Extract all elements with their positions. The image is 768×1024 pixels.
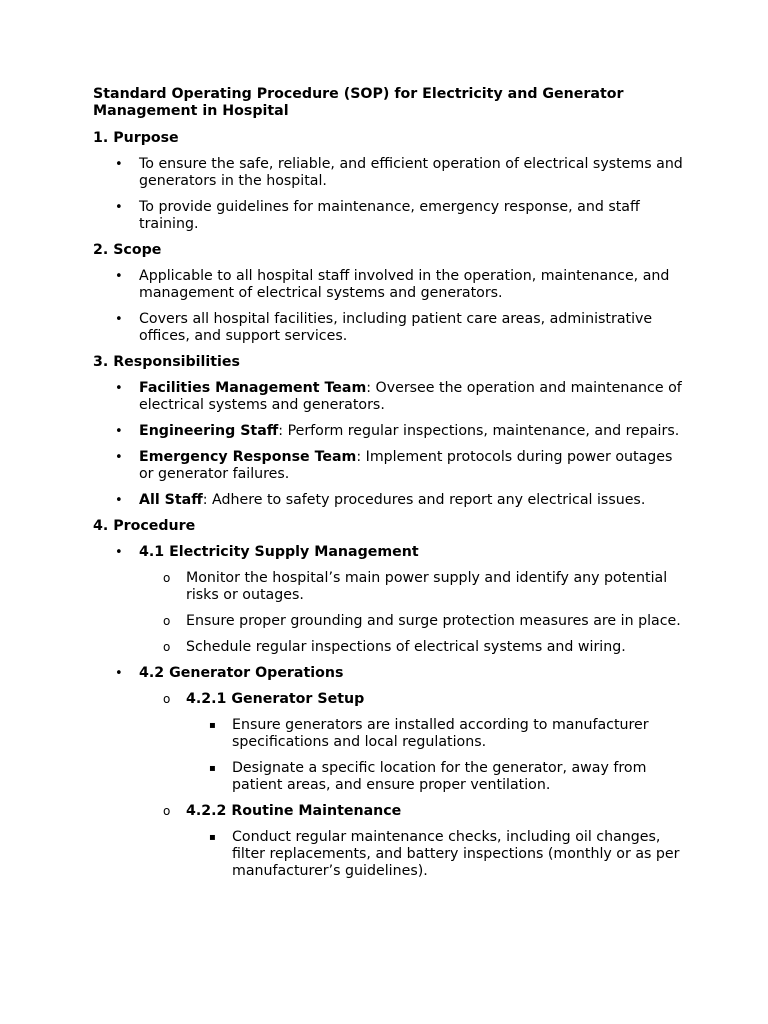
square-bullet-icon: ▪ — [209, 720, 216, 731]
bullet-icon: • — [115, 200, 123, 215]
list-item — [93, 449, 683, 483]
circle-bullet-icon: o — [163, 571, 171, 585]
circle-bullet-icon: o — [163, 692, 171, 706]
list-item — [93, 199, 683, 233]
list-item-text: Schedule regular inspections of electrical systems and wiring. — [186, 639, 626, 655]
subsection-title: 4.2 Generator Operations — [139, 665, 344, 681]
role-description: : Oversee the operation and maintenance of electrical systems and generators. — [139, 380, 682, 413]
circle-bullet-icon: o — [163, 614, 171, 628]
subsubsection-title: 4.2.1 Generator Setup — [186, 691, 365, 707]
bullet-icon: • — [115, 450, 123, 465]
subsection-title: 4.1 Electricity Supply Management — [139, 544, 419, 560]
role-description: : Adhere to safety procedures and report any electrical issues. — [202, 492, 646, 508]
role-name: All Staff — [139, 492, 203, 508]
role-name: Facilities Management Team — [139, 380, 367, 396]
list-item-text: To provide guidelines for maintenance, emergency response, and staff training. — [139, 199, 640, 232]
bullet-icon: • — [115, 666, 123, 681]
list-item-text: Ensure generators are installed according to manufacturer specifications and local regulations. — [232, 717, 649, 750]
list-item — [93, 423, 683, 440]
subsubsection-heading — [93, 803, 683, 820]
list-item — [93, 760, 683, 794]
role-description: : Implement protocols during power outages or generator failures. — [139, 449, 673, 482]
section-heading-purpose: 1. Purpose — [93, 130, 179, 146]
role-name: Engineering Staff — [139, 423, 279, 439]
document-title: Standard Operating Procedure (SOP) for Electricity and Generator Management in Hospital — [93, 86, 624, 119]
list-item — [93, 570, 683, 604]
circle-bullet-icon: o — [163, 640, 171, 654]
list-item — [93, 156, 683, 190]
list-item-text: Conduct regular maintenance checks, including oil changes, filter replacements, and battery inspections (monthly or as per manufacturer’s guidelines). — [232, 829, 680, 879]
role-description: : Perform regular inspections, maintenance, and repairs. — [278, 423, 680, 439]
bullet-icon: • — [115, 493, 123, 508]
list-item — [93, 717, 683, 751]
subsection-heading — [93, 544, 683, 561]
subsubsection-heading — [93, 691, 683, 708]
list-item-text: Applicable to all hospital staff involved in the operation, maintenance, and management of electrical systems and generators. — [139, 268, 670, 301]
role-name: Emergency Response Team — [139, 449, 357, 465]
section-heading-scope: 2. Scope — [93, 242, 162, 258]
list-item — [93, 492, 683, 509]
bullet-icon: • — [115, 157, 123, 172]
list-item-text: To ensure the safe, reliable, and efficient operation of electrical systems and generators in the hospital. — [139, 156, 683, 189]
bullet-icon: • — [115, 545, 123, 560]
list-item — [93, 311, 683, 345]
bullet-icon: • — [115, 381, 123, 396]
section-heading-procedure: 4. Procedure — [93, 518, 196, 534]
list-item-text: Ensure proper grounding and surge protection measures are in place. — [186, 613, 681, 629]
bullet-icon: • — [115, 269, 123, 284]
bullet-icon: • — [115, 312, 123, 327]
list-item — [93, 380, 683, 414]
square-bullet-icon: ▪ — [209, 832, 216, 843]
list-item — [93, 613, 683, 630]
list-item-text: Designate a specific location for the generator, away from patient areas, and ensure proper ventilation. — [232, 760, 647, 793]
list-item — [93, 268, 683, 302]
bullet-icon: • — [115, 424, 123, 439]
document-page — [93, 86, 683, 889]
subsection-heading — [93, 665, 683, 682]
list-item — [93, 829, 683, 880]
list-item-text: Covers all hospital facilities, including patient care areas, administrative offices, and support services. — [139, 311, 653, 344]
square-bullet-icon: ▪ — [209, 763, 216, 774]
list-item-text: Monitor the hospital’s main power supply and identify any potential risks or outages. — [186, 570, 668, 603]
list-item — [93, 639, 683, 656]
subsubsection-title: 4.2.2 Routine Maintenance — [186, 803, 402, 819]
section-heading-responsibilities: 3. Responsibilities — [93, 354, 240, 370]
circle-bullet-icon: o — [163, 804, 171, 818]
